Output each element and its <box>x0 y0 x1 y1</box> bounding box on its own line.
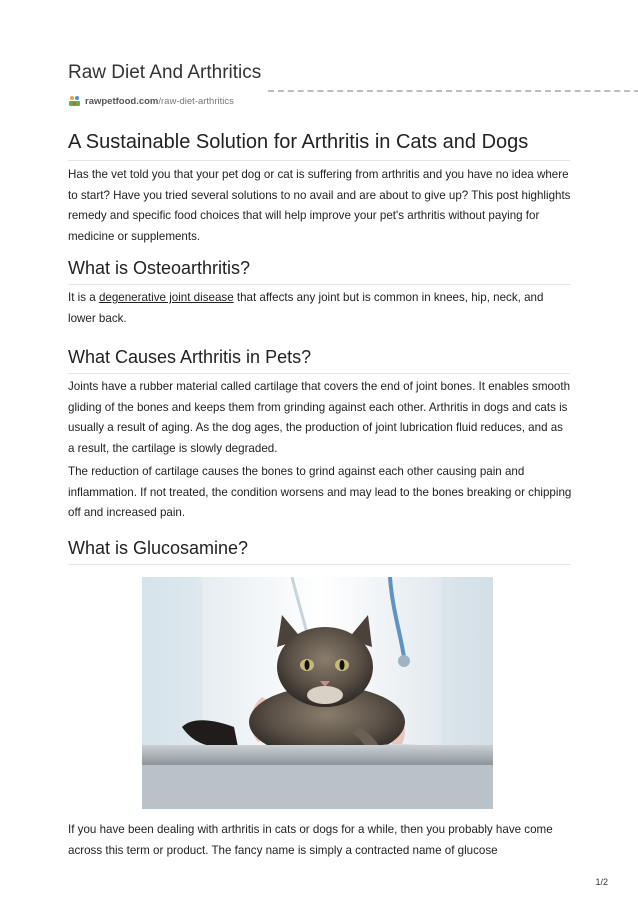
intro-paragraph: Has the vet told you that your pet dog or cat is suffering from arthritis and you have no idea where to start? Have you tried several solutions to no avail and are about to give up? This post highlights remedy and specific food choices that will help improve your pet's arthritis without paying for medicine or supplements. <box>68 168 571 243</box>
causes-paragraph-2: The reduction of cartilage causes the bones to grind against each other causing pain and inflammation. If not treated, the condition worsens and may lead to the bones breaking or chipping off and increased pain. <box>68 465 572 519</box>
source-domain[interactable]: rawpetfood.com <box>85 96 159 107</box>
glucosamine-paragraph: If you have been dealing with arthritis in cats or dogs for a while, then you probably have come across this term or product. The fancy name is simply a contracted name of glucose <box>68 823 553 857</box>
source-path[interactable]: /raw-diet-arthritics <box>158 96 234 107</box>
page-number: 1/2 <box>595 877 608 887</box>
heading-rule <box>68 373 570 374</box>
causes-paragraph-1: Joints have a rubber material called cartilage that covers the end of joint bones. It enables smooth gliding of the bones and keeps them from grinding against each other. Arthritis in dogs and cats is usually a result of aging. As the dog ages, the production of joint lubrication fluid reduces, and as a result, the cartilage is slowly degraded. <box>68 380 571 455</box>
document-title: Raw Diet And Arthritics <box>68 62 262 83</box>
text-before-link: It is a <box>68 291 99 304</box>
degenerative-joint-disease-link[interactable]: degenerative joint disease <box>98 291 234 304</box>
photo-of-cat-on-vet-table-icon <box>142 577 493 809</box>
rawpetfood-logo-icon <box>68 95 81 108</box>
heading-rule <box>68 564 570 565</box>
title-divider <box>268 90 638 92</box>
source-line <box>68 95 234 108</box>
heading-rule <box>68 284 570 285</box>
text-after-link: that affects any joint but is common in knees, hip, neck, and lower back. <box>68 291 544 325</box>
cat-vet-photo <box>142 577 493 809</box>
section-heading-osteoarthritis: What is Osteoarthritis? <box>68 258 251 278</box>
section-heading-glucosamine: What is Glucosamine? <box>68 538 249 558</box>
article-heading: A Sustainable Solution for Arthritis in Cats and Dogs <box>68 131 529 153</box>
osteoarthritis-paragraph <box>68 288 572 329</box>
heading-rule <box>68 160 570 161</box>
section-heading-causes: What Causes Arthritis in Pets? <box>68 347 312 367</box>
